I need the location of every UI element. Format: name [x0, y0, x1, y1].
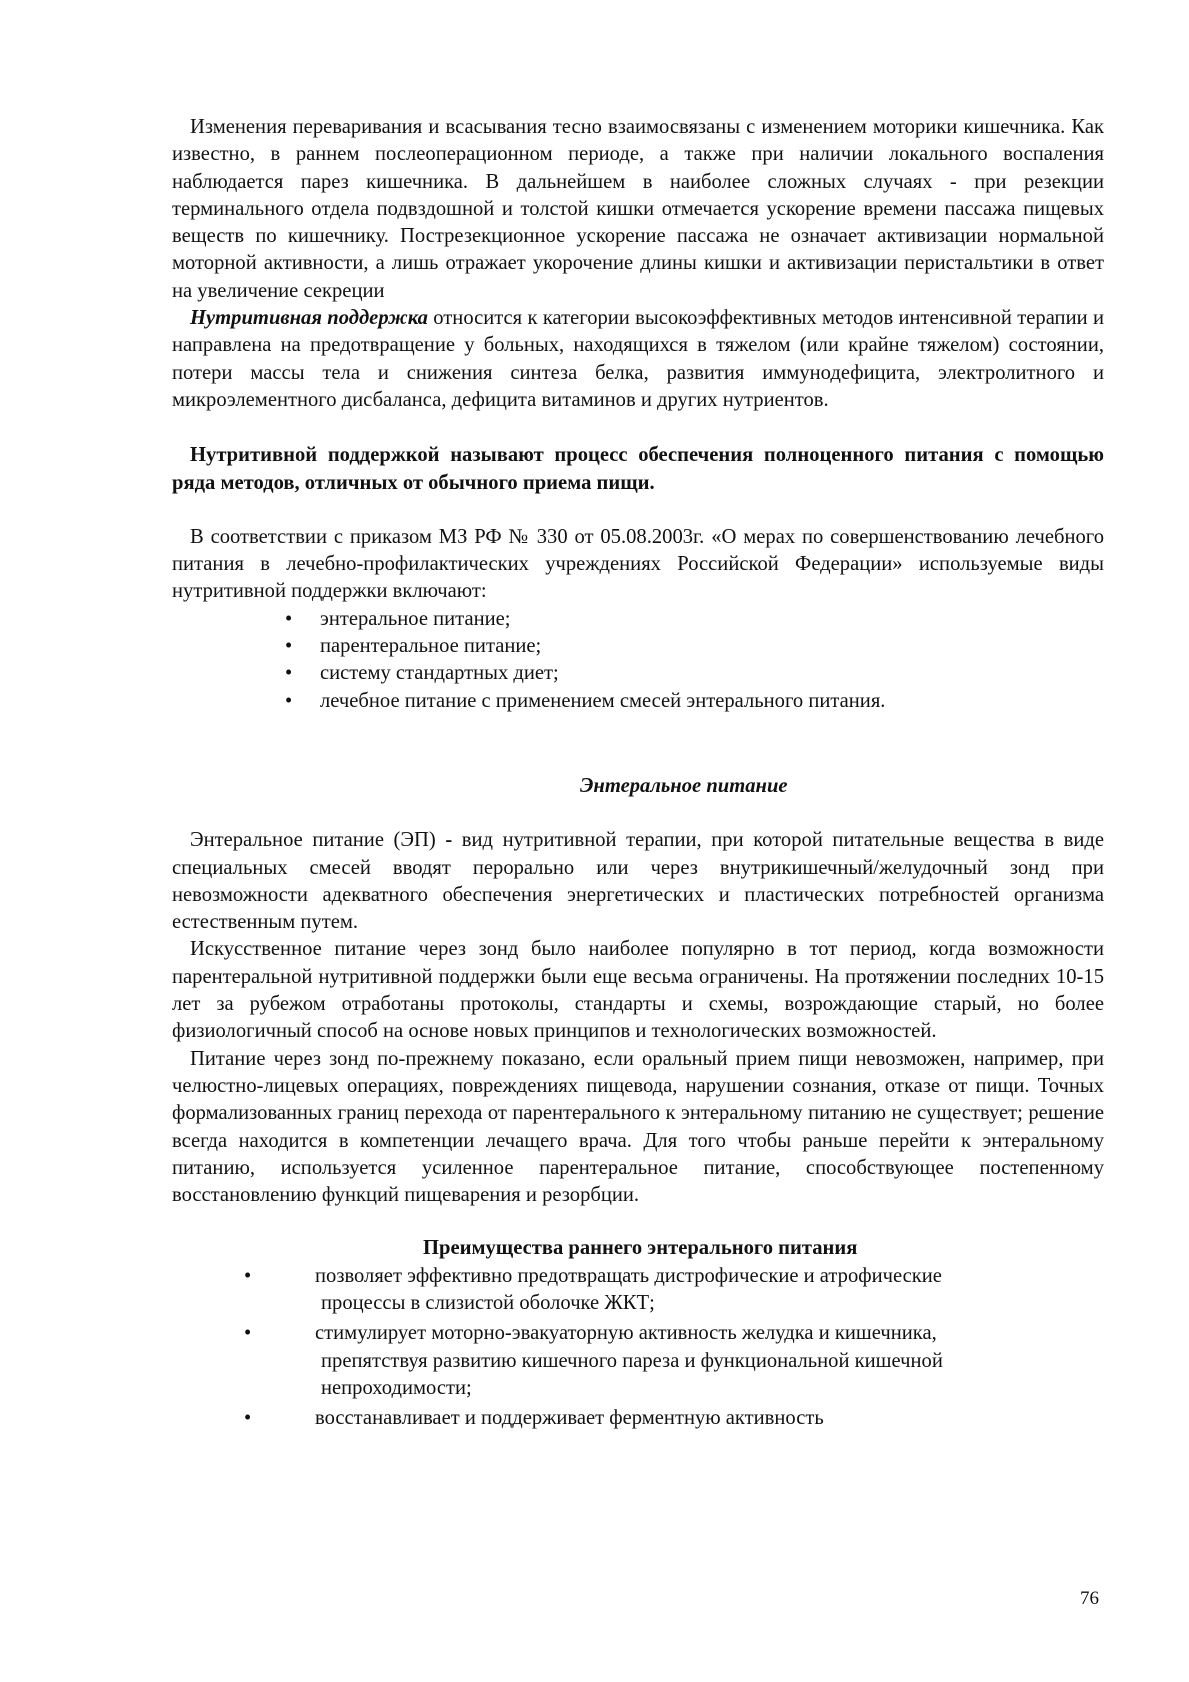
- term-nutritive-support: Нутритивная поддержка: [190, 307, 428, 330]
- section-title: Энтеральное питание: [580, 774, 788, 797]
- bullet-icon: •: [285, 607, 293, 630]
- list-item: [172, 660, 1104, 687]
- paragraph-nutritive-support: [172, 305, 1104, 414]
- list-item-text: парентеральное питание;: [320, 635, 542, 658]
- definition-paragraph: Нутритивной поддержкой называют процесс обеспечения полноценного питания с помощью ряда методов, отличных от обычного приема пищи.: [172, 444, 1104, 494]
- paragraph-enteral-definition: [172, 827, 1104, 936]
- list-item: [172, 688, 1104, 715]
- list-item: [172, 1263, 1045, 1318]
- paragraph-enteral-definition-text: вид нутритивной терапии, при которой питательные вещества в виде специальных смесей вводят перорально или через внутрикишечный/желудочный зонд при невозможности адекватного обеспечения энергетических и пластических потребностей организма естественным путем.: [172, 829, 1104, 934]
- bullet-icon: •: [244, 1407, 252, 1430]
- list-item-text: стимулирует моторно-эвакуаторную активность желудка и кишечника,: [315, 1322, 937, 1345]
- paragraph-tube-indications: Питание через зонд по-прежнему показано, если оральный прием пищи невозможен, например, при челюстно-лицевых операциях, повреждениях пищевода, нарушении сознания, отказе от пищи. Точных формализованных границ перехода от парентерального к энтеральному питанию не существует; решение всегда находится в компетенции лечащего врача. Для того чтобы раньше перейти к энтеральному питанию, используется усиленное парентеральное питание, способствующее постепенному восстановлению функций пищеварения и резорбции.: [172, 1047, 1104, 1207]
- list-item-continuation: препятствуя развитию кишечного пареза и функциональной кишечной непроходимости;: [321, 1349, 943, 1399]
- bullet-icon: •: [285, 662, 293, 685]
- list-item-text: систему стандартных диет;: [320, 662, 559, 685]
- bullet-icon: •: [285, 689, 293, 712]
- list-item-text: восстанавливает и поддерживает ферментную активность: [315, 1407, 824, 1430]
- paragraph-enteral-definition-start: Энтеральное питание (ЭП): [190, 829, 446, 852]
- list-item-text: позволяет эффективно предотвращать дистрофические и атрофические: [315, 1264, 942, 1287]
- advantages-heading: Преимущества раннего энтерального питания: [423, 1237, 858, 1260]
- list-item-continuation: процессы в слизистой оболочке ЖКТ;: [321, 1291, 655, 1314]
- list-item-text: энтеральное питание;: [320, 607, 511, 630]
- list-item-text: лечебное питание с применением смесей энтерального питания.: [320, 689, 886, 712]
- advantages-list: [172, 1263, 1104, 1433]
- bullet-icon: •: [244, 1322, 252, 1345]
- paragraph-order-330: В соответствии с приказом МЗ РФ № 330 от 05.08.2003г. «О мерах по совершенствованию лечебного питания в лечебно-профилактических учреждениях Российской Федерации» используемые виды нутритивной поддержки включают:: [172, 525, 1104, 603]
- paragraph-motility: Изменения переваривания и всасывания тесно взаимосвязаны с изменением моторики кишечника. Как известно, в раннем послеоперационном периоде, а также при наличии локального воспаления наблюдается парез кишечника. В дальнейшем в наиболее сложных случаях - при резекции терминального отдела подвздошной и толстой кишки отмечается ускорение времени пассажа пищевых веществ по кишечнику. Пострезекционное ускорение пассажа не означает активизации нормальной моторной активности, а лишь отражает укорочение длины кишки и активизации перистальтики в ответ на увеличение секреции: [172, 116, 1104, 302]
- dash: -: [445, 829, 453, 852]
- list-item: [172, 1320, 1045, 1402]
- support-types-list: [172, 606, 1104, 715]
- paragraph-nutritive-support-text: относится к категории высокоэффективных методов интенсивной терапии и направлена на предотвращение у больных, находящихся в тяжелом (или крайне тяжелом) состоянии, потери массы тела и снижения синтеза белка, развития иммунодефицита, электролитного и микроэлементного дисбаланса, дефицита витаминов и других нутриентов.: [172, 307, 1104, 411]
- list-item: [172, 606, 1104, 633]
- paragraph-tube-history: Искусственное питание через зонд было наиболее популярно в тот период, когда возможности парентеральной нутритивной поддержки были еще весьма ограничены. На протяжении последних 10-15 лет за рубежом отработаны протоколы, стандарты и схемы, возрождающие старый, но более физиологичный способ на основе новых принципов и технологических возможностей.: [172, 938, 1104, 1043]
- document-page: [172, 114, 1104, 1435]
- bullet-icon: •: [244, 1264, 252, 1287]
- bullet-icon: •: [285, 635, 293, 658]
- page-number: 76: [1080, 1588, 1099, 1609]
- list-item: [172, 633, 1104, 660]
- list-item: [172, 1405, 1045, 1432]
